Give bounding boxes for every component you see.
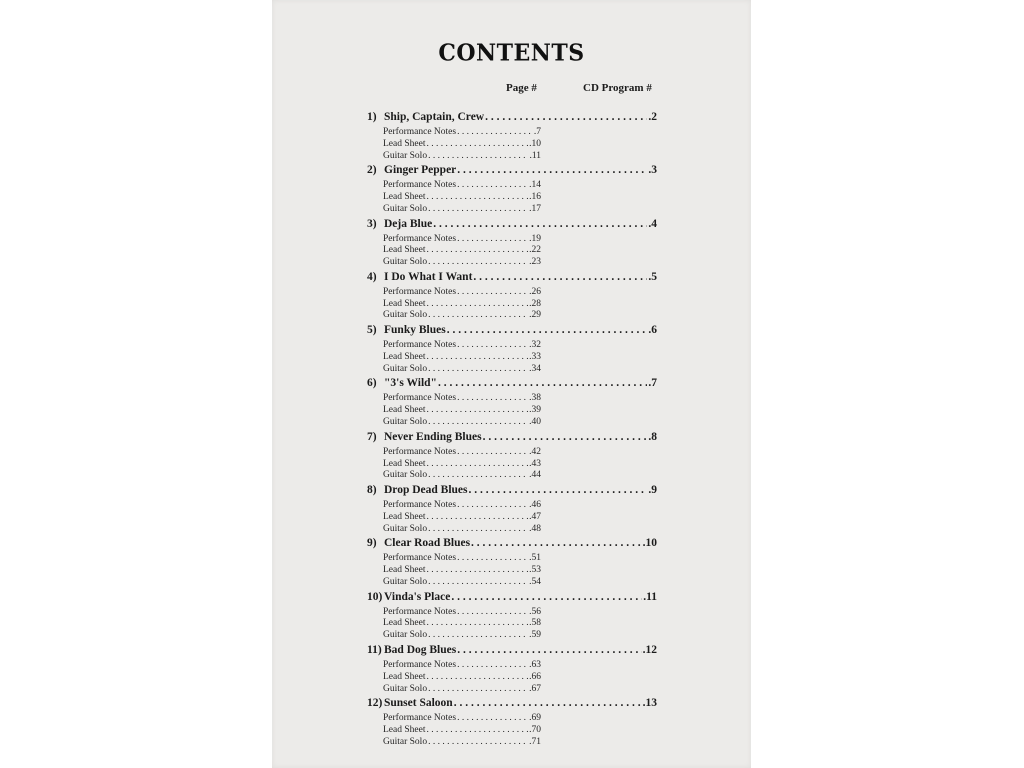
dot-leader bbox=[428, 630, 528, 640]
song-title: Ship, Captain, Crew bbox=[384, 111, 485, 123]
sub-entry-label: Performance Notes bbox=[383, 127, 457, 137]
table-of-contents bbox=[367, 111, 657, 751]
page-number: .23 bbox=[529, 257, 541, 268]
entry-number: 7) bbox=[367, 430, 377, 443]
toc-sub-entry bbox=[383, 393, 541, 405]
toc-sub-entry bbox=[383, 630, 541, 642]
dot-leader bbox=[426, 618, 528, 628]
cd-program-number: .10 bbox=[642, 537, 657, 550]
dot-leader bbox=[483, 431, 648, 443]
toc-entry-heading bbox=[367, 591, 657, 607]
page-number: .63 bbox=[529, 659, 541, 670]
page-number: .7 bbox=[533, 127, 541, 137]
toc-sub-entry bbox=[383, 352, 541, 364]
page-title: CONTENTS bbox=[438, 39, 585, 67]
toc-sub-entry bbox=[383, 405, 541, 417]
toc-sub-entry bbox=[383, 713, 541, 725]
toc-sub-entry bbox=[383, 577, 541, 589]
toc-sub-entry bbox=[383, 245, 541, 257]
song-title: Deja Blue bbox=[384, 217, 433, 230]
page-number: .69 bbox=[529, 713, 541, 724]
toc-sub-entry bbox=[383, 340, 541, 352]
dot-leader bbox=[457, 393, 528, 403]
sub-entry-label: Lead Sheet bbox=[383, 245, 426, 256]
song-title: "3's Wild" bbox=[384, 377, 437, 390]
sub-entry-label: Guitar Solo bbox=[383, 630, 428, 641]
dot-leader bbox=[428, 737, 528, 747]
page-number: .10 bbox=[529, 138, 541, 149]
toc-sub-entry bbox=[383, 192, 541, 204]
toc-sub-entry bbox=[383, 672, 541, 684]
entry-number: 12) bbox=[367, 697, 383, 710]
cd-program-number: .7 bbox=[648, 377, 657, 390]
toc-sub-entry bbox=[383, 512, 541, 524]
sub-entry-label: Guitar Solo bbox=[383, 363, 428, 374]
cd-program-number: .2 bbox=[648, 111, 657, 123]
cd-program-number: .11 bbox=[643, 590, 657, 603]
sub-entry-label: Performance Notes bbox=[383, 659, 457, 670]
page-number: .46 bbox=[529, 500, 541, 511]
cd-program-number: .5 bbox=[648, 270, 657, 283]
toc-sub-entry bbox=[383, 553, 541, 565]
dot-leader bbox=[426, 725, 528, 735]
sub-entry-label: Lead Sheet bbox=[383, 351, 426, 362]
song-title: Clear Road Blues bbox=[384, 537, 471, 550]
page-number: .51 bbox=[529, 553, 541, 564]
sub-entry-label: Guitar Solo bbox=[383, 257, 428, 268]
toc-entry-heading bbox=[367, 164, 657, 180]
entry-number: 2) bbox=[367, 164, 377, 177]
dot-leader bbox=[457, 164, 647, 176]
toc-entry bbox=[367, 271, 657, 324]
toc-entry-heading bbox=[367, 697, 657, 713]
cd-program-number: .13 bbox=[642, 697, 657, 710]
sub-entry-label: Performance Notes bbox=[383, 393, 457, 404]
sub-entry-label: Performance Notes bbox=[383, 233, 457, 244]
entry-number: 11) bbox=[367, 643, 382, 656]
sub-entry-label: Lead Sheet bbox=[383, 671, 426, 682]
sub-entry-label: Guitar Solo bbox=[383, 683, 428, 694]
toc-sub-entry bbox=[383, 180, 541, 192]
dot-leader bbox=[426, 245, 528, 255]
toc-sub-entry bbox=[383, 725, 541, 737]
page-number: .40 bbox=[529, 417, 541, 428]
toc-sub-entry bbox=[383, 127, 541, 139]
sub-entry-label: Performance Notes bbox=[383, 713, 457, 724]
dot-leader bbox=[426, 459, 528, 469]
page-number: .44 bbox=[529, 470, 541, 481]
page-number: .33 bbox=[529, 351, 541, 362]
dot-leader bbox=[428, 417, 528, 427]
dot-leader bbox=[426, 405, 528, 415]
dot-leader bbox=[428, 577, 528, 587]
toc-sub-entry bbox=[383, 310, 541, 322]
toc-sub-entry bbox=[383, 500, 541, 512]
dot-leader bbox=[426, 139, 528, 149]
cd-program-number: .4 bbox=[648, 217, 657, 230]
cd-program-number: .8 bbox=[648, 430, 657, 443]
page-number: .43 bbox=[529, 458, 541, 469]
dot-leader bbox=[428, 257, 528, 267]
toc-sub-entry bbox=[383, 299, 541, 311]
sub-entry-label: Lead Sheet bbox=[383, 138, 426, 149]
sub-entry-label: Lead Sheet bbox=[383, 618, 426, 629]
toc-entry-heading bbox=[367, 377, 657, 393]
sub-entry-label: Guitar Solo bbox=[383, 523, 428, 534]
page-number: .58 bbox=[529, 618, 541, 629]
entry-number: 8) bbox=[367, 484, 377, 497]
toc-sub-entry bbox=[383, 565, 541, 577]
toc-sub-entry bbox=[383, 660, 541, 672]
toc-entry-heading bbox=[367, 111, 657, 127]
dot-leader bbox=[457, 234, 528, 244]
sub-entry-label: Lead Sheet bbox=[383, 192, 426, 203]
sub-entry-label: Lead Sheet bbox=[383, 458, 426, 469]
dot-leader bbox=[457, 713, 528, 723]
page-number: .67 bbox=[529, 683, 541, 694]
sub-entry-label: Performance Notes bbox=[383, 446, 457, 457]
entry-number: 1) bbox=[367, 111, 377, 123]
page-number: .70 bbox=[529, 725, 541, 736]
toc-entry bbox=[367, 484, 657, 537]
entry-number: 4) bbox=[367, 270, 377, 283]
dot-leader bbox=[426, 299, 528, 309]
song-title: Funky Blues bbox=[384, 324, 446, 337]
page-number: .53 bbox=[529, 565, 541, 576]
dot-leader bbox=[428, 204, 528, 214]
entry-number: 3) bbox=[367, 217, 377, 230]
song-title: Vinda's Place bbox=[384, 590, 451, 603]
toc-entry-heading bbox=[367, 537, 657, 553]
page-number: .26 bbox=[529, 286, 541, 297]
toc-entry-heading bbox=[367, 484, 657, 500]
page-number: .39 bbox=[529, 405, 541, 416]
dot-leader bbox=[457, 660, 528, 670]
dot-leader bbox=[469, 484, 648, 496]
toc-entry bbox=[367, 111, 657, 164]
toc-entry-heading bbox=[367, 271, 657, 287]
dot-leader bbox=[457, 127, 533, 137]
toc-sub-entry bbox=[383, 684, 541, 696]
sub-entry-label: Guitar Solo bbox=[383, 150, 428, 161]
song-title: Drop Dead Blues bbox=[384, 484, 468, 497]
toc-entry bbox=[367, 164, 657, 217]
toc-entry bbox=[367, 591, 657, 644]
dot-leader bbox=[438, 377, 647, 389]
dot-leader bbox=[426, 512, 528, 522]
page-number: .29 bbox=[529, 310, 541, 321]
page-number: .32 bbox=[529, 340, 541, 351]
page-number-column-header: Page # bbox=[506, 82, 537, 94]
page-number: .54 bbox=[529, 576, 541, 587]
toc-entry bbox=[367, 324, 657, 377]
page-number: .38 bbox=[529, 393, 541, 404]
sub-entry-label: Performance Notes bbox=[383, 500, 457, 511]
page-number: .47 bbox=[529, 511, 541, 522]
cd-program-column-header: CD Program # bbox=[583, 82, 652, 94]
toc-sub-entry bbox=[383, 470, 541, 482]
dot-leader bbox=[426, 192, 528, 202]
sub-entry-label: Performance Notes bbox=[383, 553, 457, 564]
toc-entry bbox=[367, 377, 657, 430]
sub-entry-label: Guitar Solo bbox=[383, 576, 428, 587]
dot-leader bbox=[428, 364, 528, 374]
song-title: Sunset Saloon bbox=[384, 697, 453, 710]
toc-entry bbox=[367, 431, 657, 484]
page-number: .48 bbox=[529, 523, 541, 534]
toc-sub-entry bbox=[383, 417, 541, 429]
page-number: .11 bbox=[529, 150, 541, 161]
page-number: .66 bbox=[529, 671, 541, 682]
sub-entry-label: Lead Sheet bbox=[383, 725, 426, 736]
dot-leader bbox=[426, 672, 528, 682]
dot-leader bbox=[485, 111, 647, 123]
cd-program-number: .9 bbox=[648, 484, 657, 497]
dot-leader bbox=[428, 684, 528, 694]
page-number: .14 bbox=[529, 180, 541, 191]
dot-leader bbox=[457, 447, 528, 457]
dot-leader bbox=[457, 500, 528, 510]
toc-sub-entry bbox=[383, 364, 541, 376]
sub-entry-label: Guitar Solo bbox=[383, 470, 428, 481]
contents-page bbox=[272, 0, 751, 768]
dot-leader bbox=[451, 591, 642, 603]
dot-leader bbox=[457, 553, 528, 563]
toc-entry-heading bbox=[367, 431, 657, 447]
sub-entry-label: Performance Notes bbox=[383, 180, 457, 191]
toc-sub-entry bbox=[383, 607, 541, 619]
sub-entry-label: Guitar Solo bbox=[383, 417, 428, 428]
toc-entry bbox=[367, 218, 657, 271]
page-number: .19 bbox=[529, 233, 541, 244]
dot-leader bbox=[447, 324, 648, 336]
dot-leader bbox=[457, 644, 641, 656]
entry-number: 6) bbox=[367, 377, 377, 390]
page-number: .16 bbox=[529, 192, 541, 203]
toc-sub-entry bbox=[383, 204, 541, 216]
page-number: .71 bbox=[529, 736, 541, 747]
toc-entry bbox=[367, 697, 657, 750]
sub-entry-label: Guitar Solo bbox=[383, 310, 428, 321]
sub-entry-label: Lead Sheet bbox=[383, 405, 426, 416]
toc-sub-entry bbox=[383, 257, 541, 269]
cd-program-number: .6 bbox=[648, 324, 657, 337]
page-number: .22 bbox=[529, 245, 541, 256]
cd-program-number: .12 bbox=[642, 643, 657, 656]
song-title: Bad Dog Blues bbox=[384, 643, 457, 656]
sub-entry-label: Lead Sheet bbox=[383, 511, 426, 522]
sub-entry-label: Guitar Solo bbox=[383, 736, 428, 747]
dot-leader bbox=[428, 470, 528, 480]
toc-sub-entry bbox=[383, 737, 541, 749]
toc-sub-entry bbox=[383, 618, 541, 630]
dot-leader bbox=[433, 218, 647, 230]
dot-leader bbox=[457, 287, 528, 297]
toc-entry bbox=[367, 537, 657, 590]
dot-leader bbox=[457, 180, 528, 190]
sub-entry-label: Lead Sheet bbox=[383, 565, 426, 576]
sub-entry-label: Guitar Solo bbox=[383, 203, 428, 214]
dot-leader bbox=[426, 352, 528, 362]
toc-entry-heading bbox=[367, 644, 657, 660]
sub-entry-label: Performance Notes bbox=[383, 340, 457, 351]
page-number: .28 bbox=[529, 298, 541, 309]
page-number: .42 bbox=[529, 446, 541, 457]
dot-leader bbox=[473, 271, 647, 283]
page-number: .17 bbox=[529, 203, 541, 214]
toc-entry-heading bbox=[367, 218, 657, 234]
dot-leader bbox=[428, 151, 528, 161]
entry-number: 5) bbox=[367, 324, 377, 337]
toc-sub-entry bbox=[383, 234, 541, 246]
entry-number: 10) bbox=[367, 590, 383, 603]
dot-leader bbox=[426, 565, 528, 575]
sub-entry-label: Lead Sheet bbox=[383, 298, 426, 309]
toc-sub-entry bbox=[383, 447, 541, 459]
song-title: I Do What I Want bbox=[384, 270, 473, 283]
song-title: Never Ending Blues bbox=[384, 430, 482, 443]
toc-sub-entry bbox=[383, 459, 541, 471]
page-number: .59 bbox=[529, 630, 541, 641]
toc-entry bbox=[367, 644, 657, 697]
sub-entry-label: Performance Notes bbox=[383, 606, 457, 617]
dot-leader bbox=[457, 607, 528, 617]
toc-sub-entry bbox=[383, 524, 541, 536]
cd-program-number: .3 bbox=[648, 164, 657, 177]
dot-leader bbox=[457, 340, 528, 350]
song-title: Ginger Pepper bbox=[384, 164, 457, 177]
dot-leader bbox=[428, 524, 528, 534]
toc-sub-entry bbox=[383, 139, 541, 151]
page-number: .34 bbox=[529, 363, 541, 374]
toc-sub-entry bbox=[383, 151, 541, 163]
dot-leader bbox=[471, 537, 642, 549]
toc-sub-entry bbox=[383, 287, 541, 299]
toc-entry-heading bbox=[367, 324, 657, 340]
entry-number: 9) bbox=[367, 537, 377, 550]
dot-leader bbox=[454, 697, 642, 709]
sub-entry-label: Performance Notes bbox=[383, 286, 457, 297]
dot-leader bbox=[428, 310, 528, 320]
page-number: .56 bbox=[529, 606, 541, 617]
